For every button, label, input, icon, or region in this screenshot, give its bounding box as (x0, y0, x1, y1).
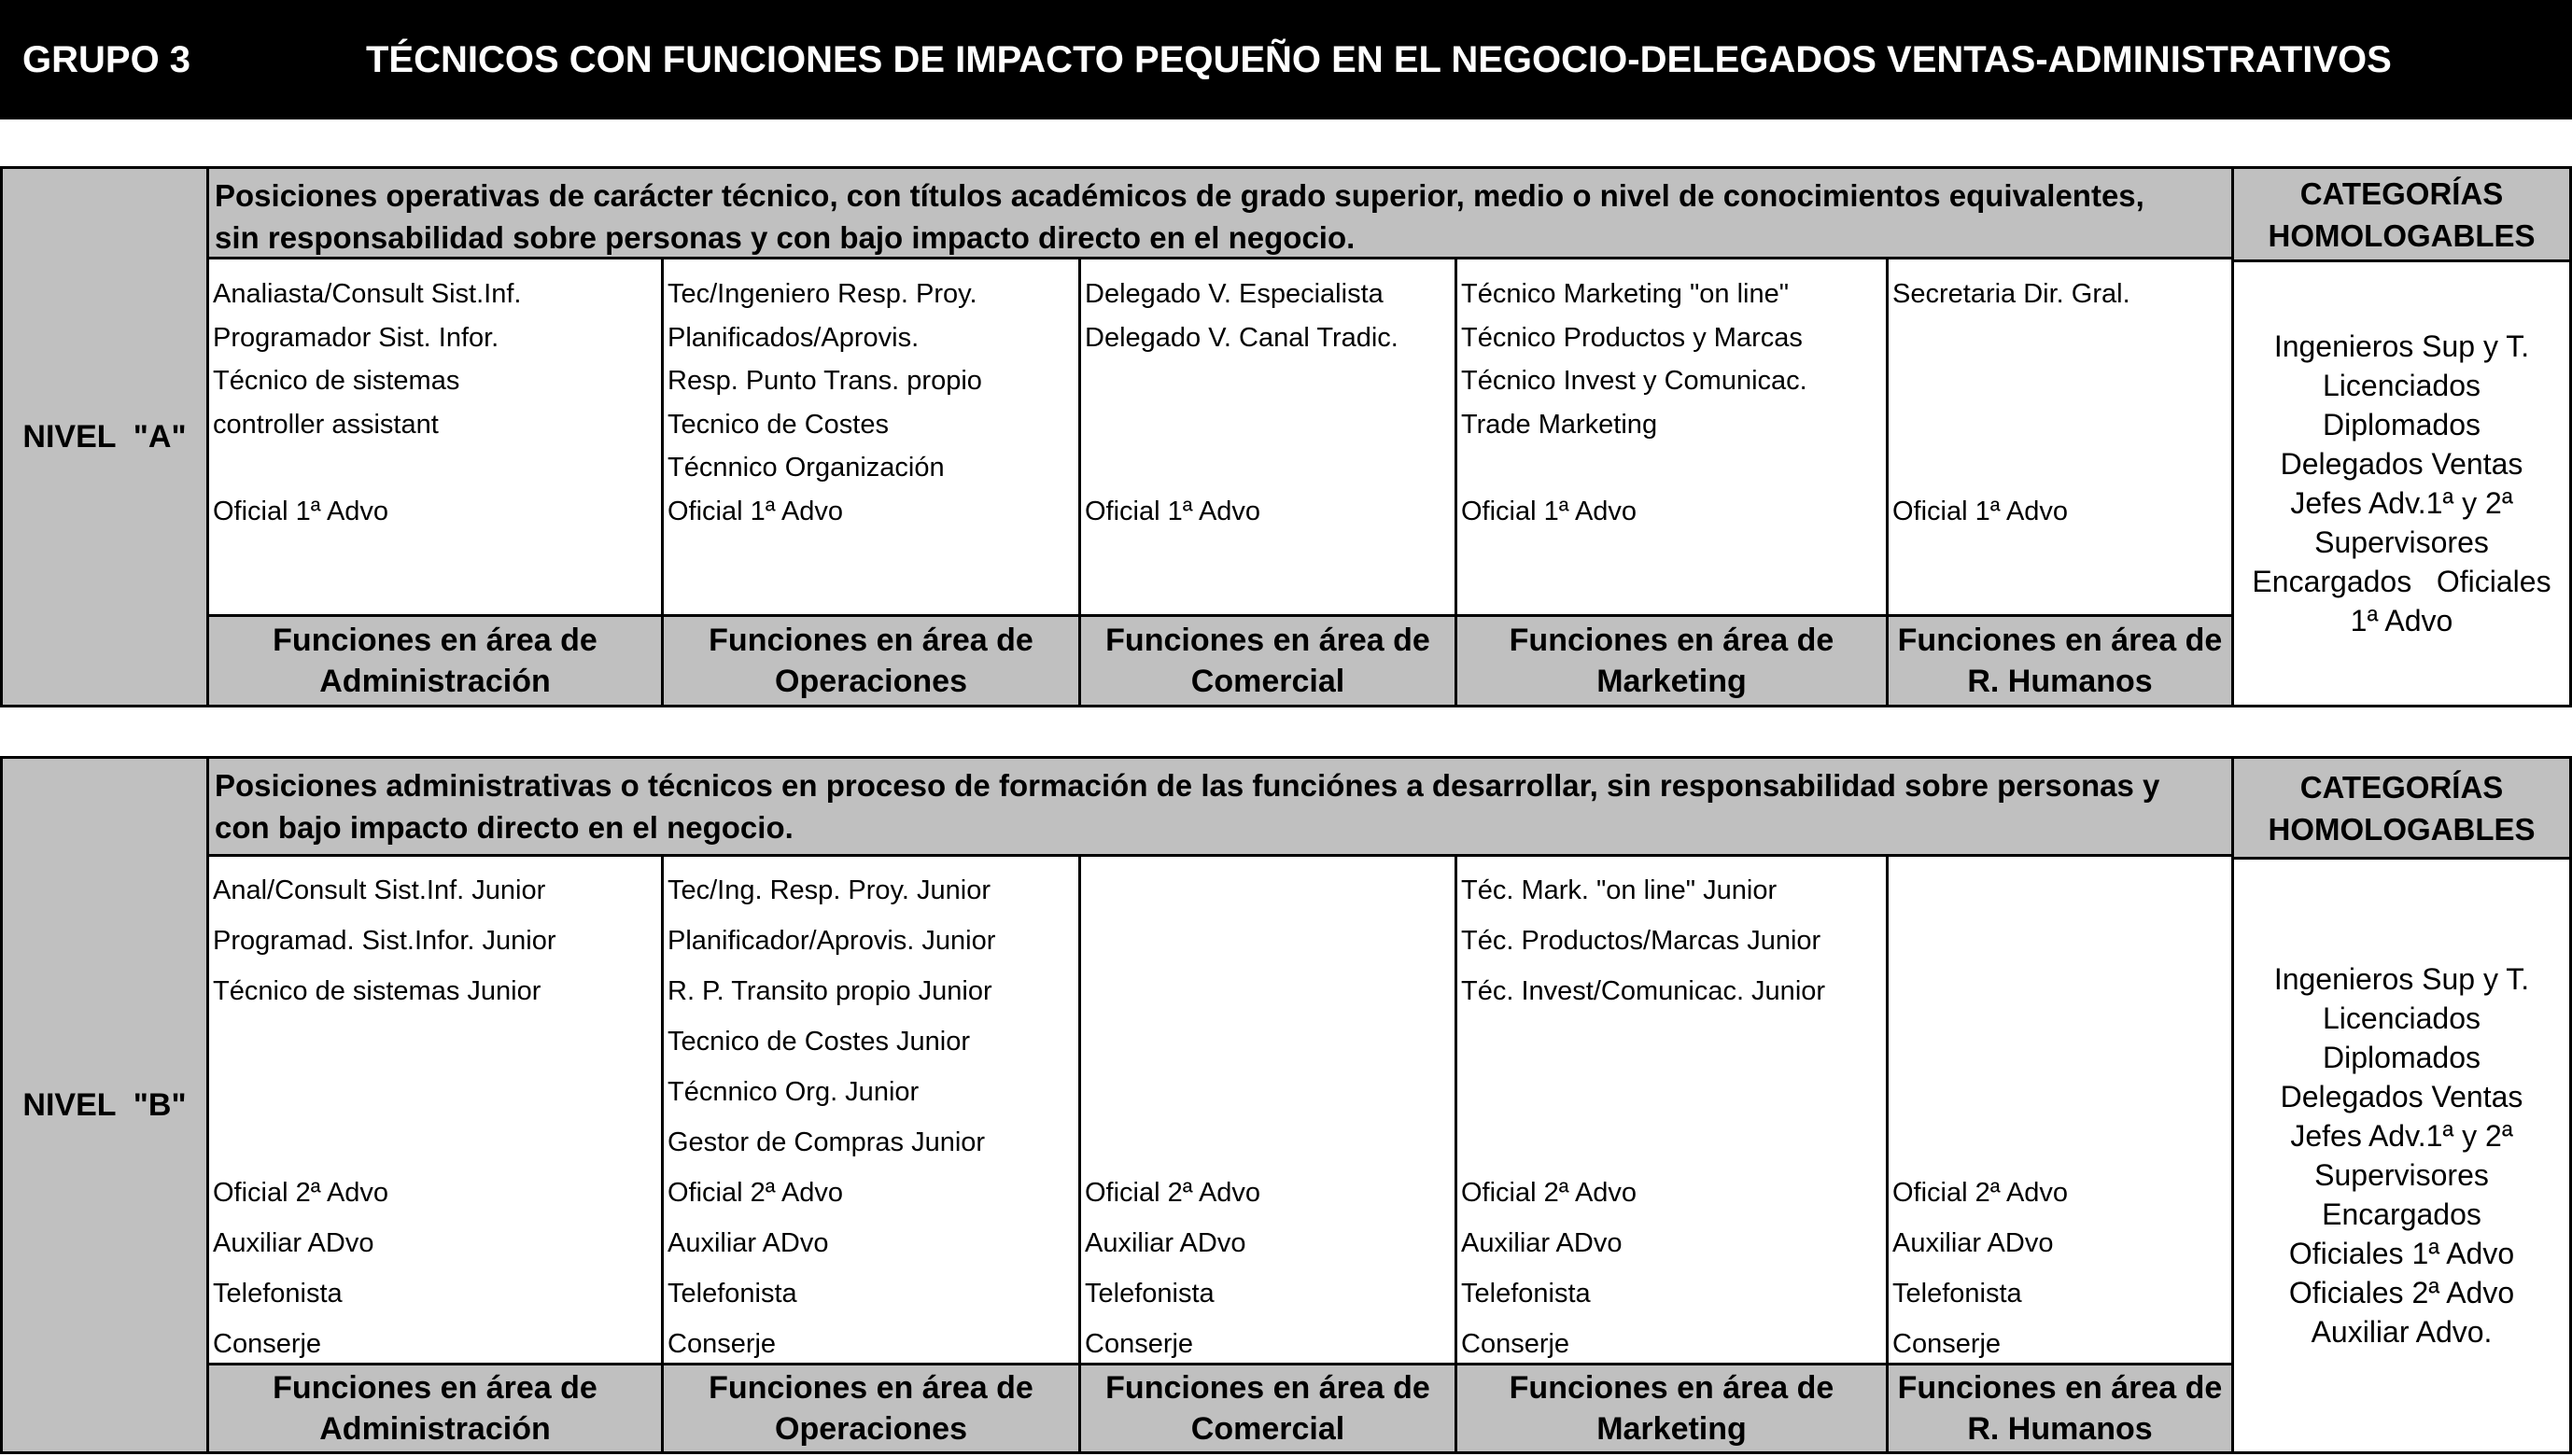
category-item: Jefes Adv.1ª y 2ª (2290, 486, 2513, 520)
function-area-line: Marketing (1596, 664, 1747, 699)
position-cell (661, 854, 1081, 1365)
level-label-text: NIVEL "A" (22, 418, 187, 455)
categories-list (2231, 857, 2572, 1454)
category-item: Encargados Oficiales (2252, 565, 2551, 598)
function-area-line: Funciones en área de (709, 623, 1033, 658)
function-area-line: Administración (319, 664, 551, 699)
position-item: Analiasta/Consult Sist.Inf. (213, 279, 522, 309)
position-item: Tecnico de Costes (668, 409, 889, 440)
official-item: Auxiliar ADvo (668, 1228, 829, 1258)
function-area-footer (1886, 614, 2234, 707)
category-item: Diplomados (2323, 1041, 2481, 1074)
description-line: con bajo impacto directo en el negocio. (215, 810, 794, 845)
category-item: Diplomados (2323, 408, 2481, 441)
function-area-line: Funciones en área de (1897, 623, 2223, 658)
position-item: Secretaria Dir. Gral. (1892, 279, 2130, 309)
official-item: Auxiliar ADvo (1085, 1228, 1246, 1258)
category-item: Ingenieros Sup y T. (2273, 329, 2530, 363)
function-area-line: Funciones en área de (1509, 623, 1834, 658)
category-item: Encargados (2322, 1197, 2481, 1231)
category-item: Ingenieros Sup y T. (2273, 962, 2530, 996)
function-area-line: Marketing (1596, 1411, 1747, 1447)
position-cell (1886, 257, 2234, 617)
position-cell (206, 257, 664, 617)
function-area-footer (1078, 1363, 1457, 1454)
level-label (0, 756, 209, 1454)
official-item: Oficial 1ª Advo (213, 496, 389, 526)
description-line: Posiciones administrativas o técnicos en proceso de formación de las funciónes a desarrollar, sin responsabilidad sobre personas y (215, 768, 2160, 803)
position-item: Trade Marketing (1461, 409, 1658, 440)
page-title: TÉCNICOS CON FUNCIONES DE IMPACTO PEQUEÑO EN EL NEGOCIO-DELEGADOS VENTAS-ADMINISTRATIVOS (366, 39, 2392, 80)
position-item: Anal/Consult Sist.Inf. Junior (213, 875, 546, 905)
function-area-line: Funciones en área de (273, 623, 597, 658)
position-cell (1078, 854, 1457, 1365)
position-cell (206, 854, 664, 1365)
position-cell (1455, 257, 1889, 617)
official-item: Telefonista (1085, 1279, 1215, 1309)
position-item: Téc. Invest/Comunicac. Junior (1461, 976, 1826, 1006)
position-cell (1078, 257, 1457, 617)
function-area-footer (1455, 614, 1889, 707)
position-item: Técnico Productos y Marcas (1461, 322, 1803, 353)
official-item: Oficial 2ª Advo (1892, 1178, 2069, 1208)
category-item: Supervisores (2314, 1158, 2489, 1192)
description-line: sin responsabilidad sobre personas y con bajo impacto directo en el negocio. (215, 220, 1356, 255)
function-area-footer (661, 1363, 1081, 1454)
function-area-footer (661, 614, 1081, 707)
category-item: Oficiales 1ª Advo (2288, 1237, 2515, 1270)
official-item: Conserje (1085, 1329, 1194, 1359)
official-item: Oficial 1ª Advo (1085, 496, 1261, 526)
position-item: Planificados/Aprovis. (668, 322, 920, 353)
official-item: Auxiliar ADvo (1461, 1228, 1623, 1258)
function-area-footer (1455, 1363, 1889, 1454)
function-area-line: Operaciones (775, 1411, 967, 1447)
position-item: Técnico de sistemas (213, 366, 460, 396)
official-item: Oficial 2ª Advo (668, 1178, 844, 1208)
official-item: Telefonista (668, 1279, 797, 1309)
category-item: Licenciados (2323, 1001, 2481, 1035)
official-item: Telefonista (1892, 1279, 2022, 1309)
level-description (206, 756, 2234, 857)
function-area-line: Funciones en área de (1105, 623, 1430, 658)
position-item: Programador Sist. Infor. (213, 322, 499, 353)
category-item: Jefes Adv.1ª y 2ª (2290, 1119, 2513, 1153)
position-item: controller assistant (213, 409, 439, 440)
function-area-line: R. Humanos (1967, 664, 2153, 699)
position-item: Técnico de sistemas Junior (213, 976, 541, 1006)
position-item: Téc. Productos/Marcas Junior (1461, 926, 1821, 956)
position-item: Técnico Marketing "on line" (1461, 279, 1790, 309)
position-cell (1455, 854, 1889, 1365)
function-area-line: Funciones en área de (273, 1370, 597, 1406)
page-header (0, 0, 2572, 119)
position-cell (1886, 854, 2234, 1365)
position-item: Delegado V. Canal Tradic. (1085, 322, 1398, 353)
function-area-line: Funciones en área de (1509, 1370, 1834, 1406)
categories-header-line: CATEGORÍAS (2299, 769, 2504, 805)
position-item: Planificador/Aprovis. Junior (668, 926, 996, 956)
category-item: Auxiliar Advo. (2311, 1315, 2493, 1349)
official-item: Conserje (668, 1329, 777, 1359)
position-cell (661, 257, 1081, 617)
function-area-line: Funciones en área de (709, 1370, 1033, 1406)
function-area-footer (206, 1363, 664, 1454)
official-item: Telefonista (213, 1279, 343, 1309)
categories-header-line: HOMOLOGABLES (2268, 811, 2536, 847)
level-label-text: NIVEL "B" (22, 1086, 187, 1123)
level-description (206, 166, 2234, 259)
position-item: Tecnico de Costes Junior (668, 1027, 970, 1057)
official-item: Conserje (1461, 1329, 1570, 1359)
categories-header (2231, 166, 2572, 262)
official-item: Oficial 2ª Advo (213, 1178, 389, 1208)
function-area-line: Operaciones (775, 664, 967, 699)
function-area-line: R. Humanos (1967, 1411, 2153, 1447)
category-item: Licenciados (2323, 369, 2481, 402)
function-area-footer (206, 614, 664, 707)
position-item: Gestor de Compras Junior (668, 1127, 986, 1157)
categories-header-line: CATEGORÍAS (2299, 175, 2504, 211)
position-item: Resp. Punto Trans. propio (668, 366, 982, 396)
official-item: Auxiliar ADvo (213, 1228, 374, 1258)
official-item: Oficial 1ª Advo (1461, 496, 1637, 526)
function-area-line: Funciones en área de (1897, 1370, 2223, 1406)
position-item: Técnnico Org. Junior (668, 1077, 920, 1107)
function-area-line: Comercial (1190, 1411, 1345, 1447)
function-area-line: Administración (319, 1411, 551, 1447)
position-item: Téc. Mark. "on line" Junior (1461, 875, 1778, 905)
official-item: Oficial 2ª Advo (1085, 1178, 1261, 1208)
position-item: Delegado V. Especialista (1085, 279, 1384, 309)
position-item: Tec/Ing. Resp. Proy. Junior (668, 875, 991, 905)
category-item: Delegados Ventas (2280, 1080, 2523, 1113)
function-area-footer (1886, 1363, 2234, 1454)
position-item: R. P. Transito propio Junior (668, 976, 992, 1006)
position-item: Técnico Invest y Comunicac. (1461, 366, 1807, 396)
position-item: Técnnico Organización (668, 453, 945, 483)
official-item: Oficial 2ª Advo (1461, 1178, 1637, 1208)
official-item: Conserje (1892, 1329, 2002, 1359)
categories-header-line: HOMOLOGABLES (2268, 217, 2536, 253)
category-item: Oficiales 2ª Advo (2288, 1276, 2515, 1309)
position-item: Programad. Sist.Infor. Junior (213, 926, 556, 956)
level-label (0, 166, 209, 707)
category-item: Delegados Ventas (2280, 447, 2523, 481)
official-item: Auxiliar ADvo (1892, 1228, 2054, 1258)
function-area-line: Funciones en área de (1105, 1370, 1430, 1406)
description-line: Posiciones operativas de carácter técnico, con títulos académicos de grado superior, medio o nivel de conocimientos equivalentes, (215, 178, 2144, 213)
position-item: Tec/Ingeniero Resp. Proy. (668, 279, 977, 309)
official-item: Oficial 1ª Advo (1892, 496, 2069, 526)
categories-header (2231, 756, 2572, 860)
official-item: Conserje (213, 1329, 322, 1359)
category-item: Supervisores (2314, 525, 2489, 559)
official-item: Oficial 1ª Advo (668, 496, 844, 526)
categories-list (2231, 259, 2572, 707)
group-label: GRUPO 3 (22, 39, 191, 80)
function-area-footer (1078, 614, 1457, 707)
function-area-line: Comercial (1190, 664, 1345, 699)
official-item: Telefonista (1461, 1279, 1591, 1309)
category-item: 1ª Advo (2350, 604, 2453, 637)
